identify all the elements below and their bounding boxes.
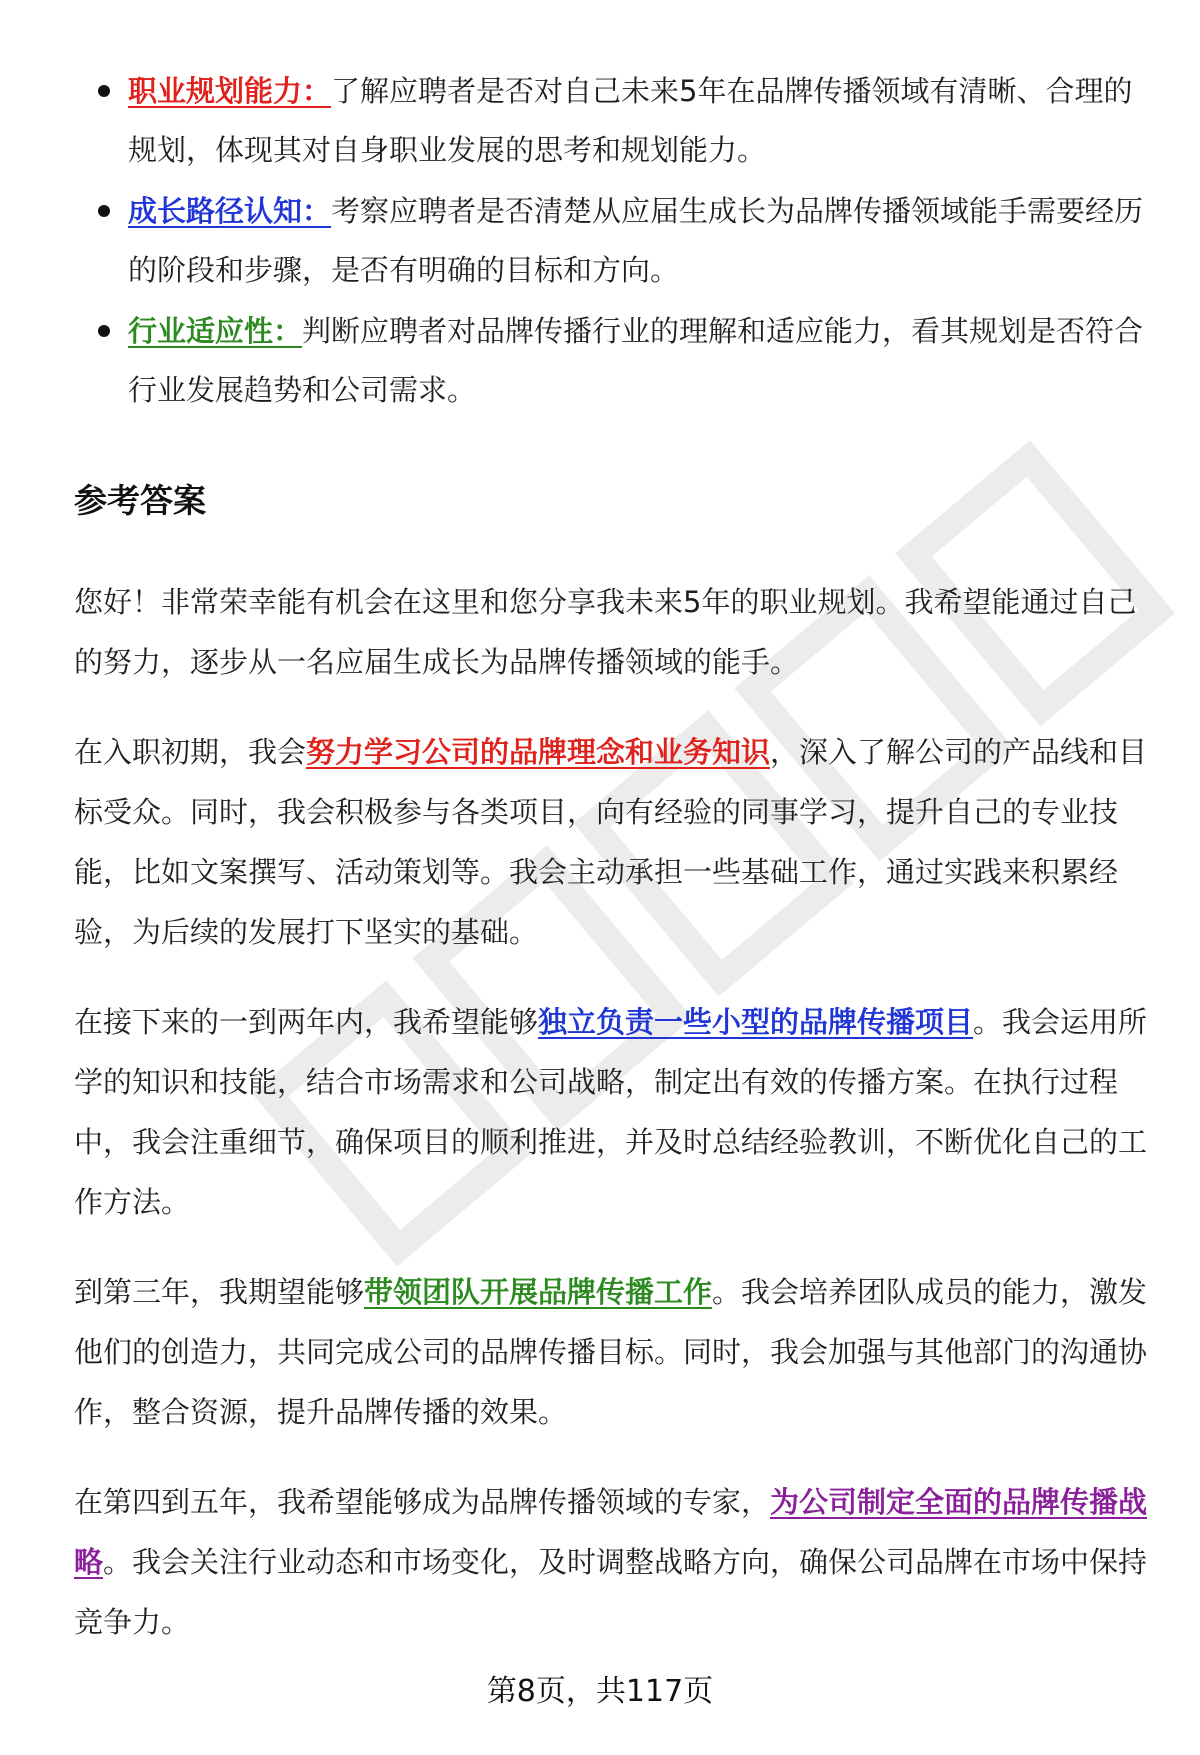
paragraph-text: 在接下来的一到两年内，我希望能够	[74, 1005, 539, 1039]
bullet-label: 成长路径认知：	[128, 194, 332, 228]
paragraph	[74, 722, 1150, 962]
highlight-text: 带领团队开展品牌传播工作	[364, 1275, 713, 1309]
document-page	[74, 62, 1150, 1652]
paragraph-text: 在第四到五年，我希望能够成为品牌传播领域的专家，	[74, 1485, 771, 1519]
bullet-text: 判断应聘者对品牌传播行业的理解和适应能力，看其规划是否符合行业发展趋势和公司需求。	[128, 314, 1144, 407]
paragraph	[74, 1262, 1150, 1442]
highlight-text: 独立负责一些小型的品牌传播项目	[538, 1005, 974, 1039]
bullet-dot-icon	[98, 205, 110, 217]
paragraph: 您好！非常荣幸能有机会在这里和您分享我未来5年的职业规划。我希望能通过自己的努力，逐步从一名应届生成长为品牌传播领域的能手。	[74, 585, 1137, 679]
bullet-text: 考察应聘者是否清楚从应届生成长为品牌传播领域能手需要经历的阶段和步骤，是否有明确的目标和方向。	[128, 194, 1144, 287]
list-item	[74, 182, 1150, 300]
highlight-text: 为公司制定全面的品牌传播战略	[74, 1485, 1148, 1579]
bullet-dot-icon	[98, 325, 110, 337]
paragraph-text: 到第三年，我期望能够	[74, 1275, 365, 1309]
paragraph-text: 。我会培养团队成员的能力，激发他们的创造力，共同完成公司的品牌传播目标。同时，我会加强与其他部门的沟通协作，整合资源，提升品牌传播的效果。	[74, 1275, 1148, 1429]
list-item	[74, 62, 1150, 180]
paragraph-text: 在入职初期，我会	[74, 735, 307, 769]
bullet-label: 行业适应性：	[128, 314, 303, 348]
section-title: 参考答案	[74, 481, 206, 520]
bullet-text: 了解应聘者是否对自己未来5年在品牌传播领域有清晰、合理的规划，体现其对自身职业发展的思考和规划能力。	[128, 74, 1133, 167]
paragraph-text: ，深入了解公司的产品线和目标受众。同时，我会积极参与各类项目，向有经验的同事学习，提升自己的专业技能，比如文案撰写、活动策划等。我会主动承担一些基础工作，通过实践来积累经验，为后续的发展打下坚实的基础。	[74, 735, 1148, 949]
evaluation-bullets	[74, 62, 1150, 420]
paragraph-text: 。我会关注行业动态和市场变化，及时调整战略方向，确保公司品牌在市场中保持竞争力。	[74, 1545, 1148, 1639]
bullet-label: 职业规划能力：	[128, 74, 332, 108]
page-number: 第8页，共117页	[486, 1674, 714, 1709]
list-item	[74, 302, 1150, 420]
paragraph	[74, 992, 1150, 1232]
paragraph-text: 。我会运用所学的知识和技能，结合市场需求和公司战略，制定出有效的传播方案。在执行过程中，我会注重细节，确保项目的顺利推进，并及时总结经验教训，不断优化自己的工作方法。	[74, 1005, 1148, 1219]
paragraph	[74, 1472, 1150, 1652]
highlight-text: 努力学习公司的品牌理念和业务知识	[306, 735, 771, 769]
bullet-dot-icon	[98, 85, 110, 97]
